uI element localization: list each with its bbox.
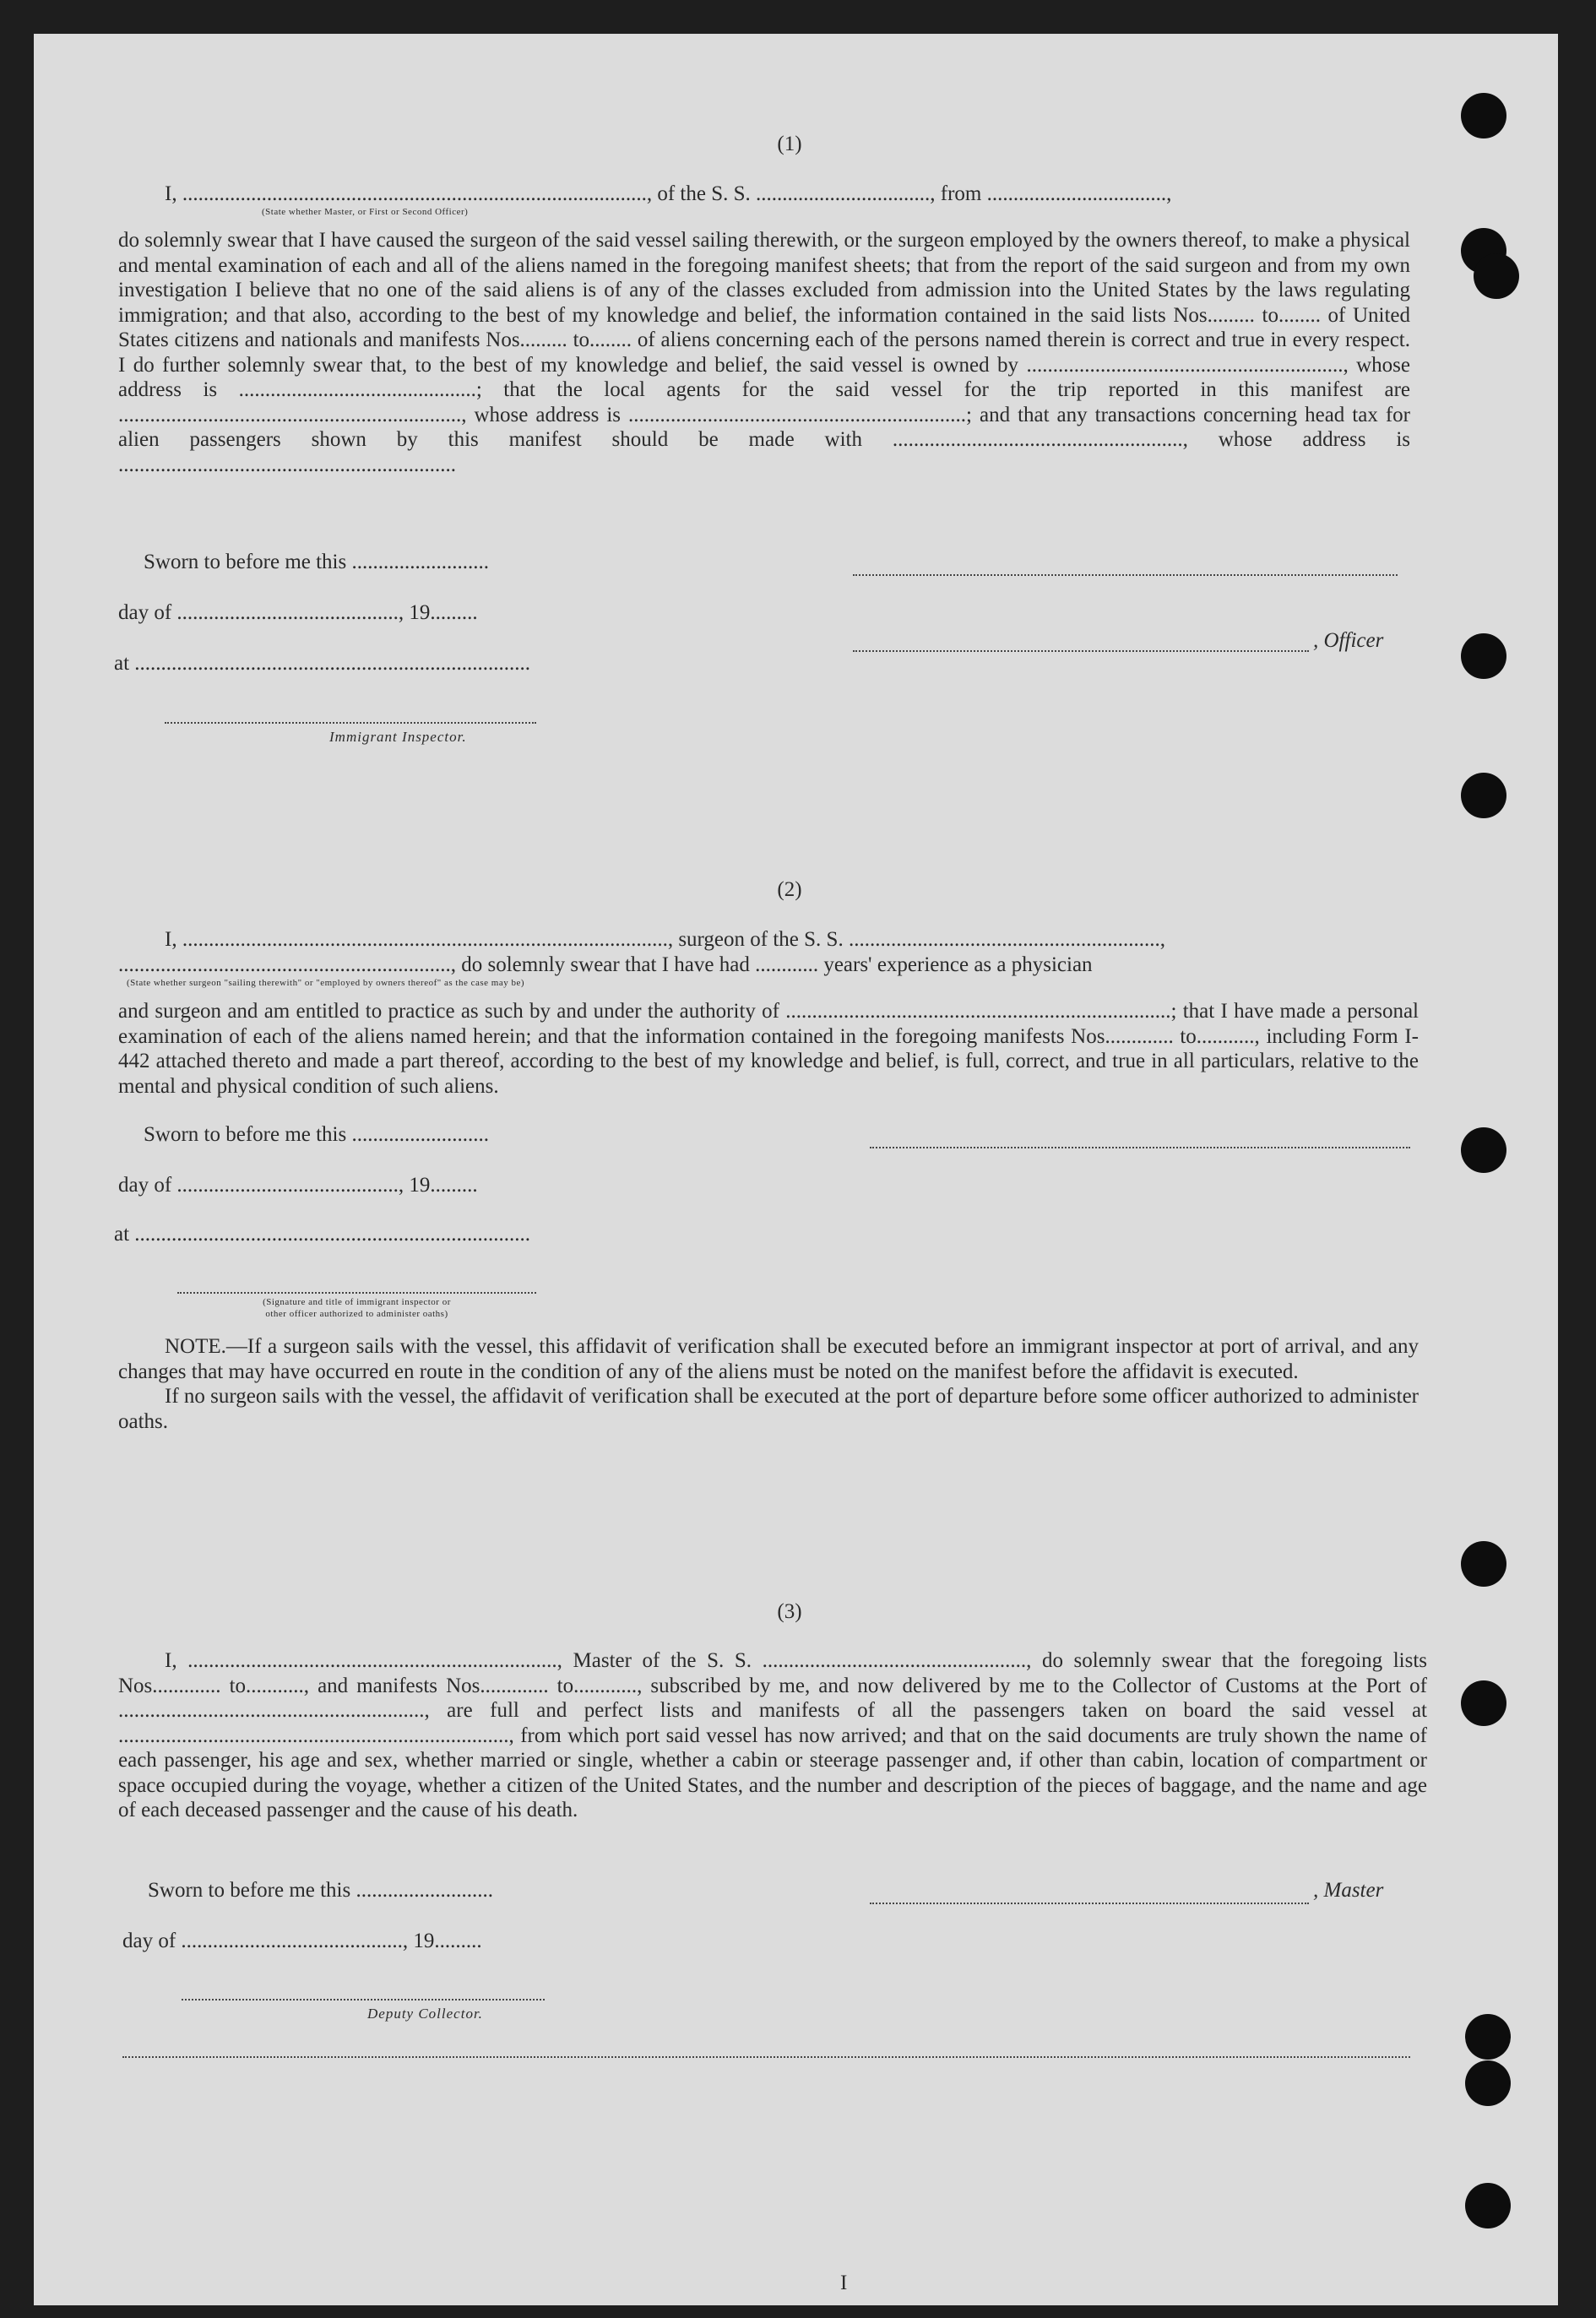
sec2-paragraph-text: and surgeon and am entitled to practice as such by and under the authority of .........................................................................; that I have made a personal examination of each of the aliens named herein; and that the information contained in the foregoing manifests Nos............. to..........., including Form I-442 attached thereto and made a part thereof, according to the best of my knowledge and belief, is full, correct, and true in all particulars, relative to the mental and physical condition of such aliens. bbox=[118, 1000, 1419, 1098]
sec3-collector-label: Deputy Collector. bbox=[367, 2006, 483, 2022]
sec2-day: day of .........................................., 19......... bbox=[118, 1174, 478, 1197]
sec3-sworn: Sworn to before me this .......................... bbox=[148, 1879, 493, 1902]
sec2-line1: I, ............................................................................................, surgeon of the S. S. ..........................................................., bbox=[165, 928, 1165, 951]
section-number: (3) bbox=[777, 1600, 802, 1623]
note-label: NOTE. bbox=[165, 1335, 226, 1358]
sec2-at: at ........................................................................... bbox=[114, 1223, 531, 1246]
sec2-signature-line bbox=[870, 1147, 1410, 1148]
punch-hole bbox=[1461, 93, 1506, 138]
sec1-day: day of .........................................., 19......... bbox=[118, 601, 478, 624]
sec1-line1: I, ........................................................................................, of the S. S. ................................., from .................................., bbox=[165, 182, 1172, 205]
sec1-sworn: Sworn to before me this .......................... bbox=[144, 551, 489, 573]
sec1-officer-line bbox=[853, 650, 1309, 652]
sec3-paragraph-text: I, ......................................................................, Master of the S. S. .................................................., do solemnly swear that the foregoing lists Nos............. to..........., and manifests Nos............. to............, subscribed by me, and now delivered by me to the Collector of Customs at the Port of .........................................................., are full and perfect lists and manifests of all the passengers taken on board the said vessel at .........................................................................., from which port said vessel has now arrived; and that on the said documents are truly shown the name of each passenger, his age and sex, whether married or single, whether a cabin or steerage passenger and, if other than cabin, location of compartment or space occupied during the voyage, whether a citizen of the United States, and the number and description of the pieces of baggage, and the name and age of each deceased passenger and the cause of his death. bbox=[118, 1649, 1427, 1821]
sec1-paragraph bbox=[118, 228, 1410, 477]
sec3-collector-line bbox=[182, 1999, 545, 2000]
note-text-1: —If a surgeon sails with the vessel, this affidavit of verification shall be executed before an immigrant inspector at port of arrival, and any changes that may have occurred en route in the condition of any of the aliens must be noted on the manifest before the affidavit is executed. bbox=[118, 1335, 1419, 1383]
document-page bbox=[34, 34, 1558, 2305]
sec1-paragraph-text: do solemnly swear that I have caused the surgeon of the said vessel sailing therewith, or the surgeon employed by the owners thereof, to make a physical and mental examination of each and all of the aliens named in the foregoing manifest sheets; that from the report of the said surgeon and from my own investigation I believe that no one of the said aliens is of any of the classes excluded from admission into the United States by the laws regulating immigration; and that also, according to the best of my knowledge and belief, the information contained in the said lists Nos......... to........ of United States citizens and nationals and manifests Nos......... to........ of aliens concerning each of the persons named therein is correct and true in every respect. I do further solemnly swear that, to the best of my knowledge and belief, the said vessel is owned by ............................................................, whose address is .............................................; that the local agents for the said vessel for the trip reported in this manifest are ................................................................., whose address is ................................................................; and that any transactions concerning head tax for alien passengers shown by this manifest should be made with ......................................................., whose address is ................................................................ bbox=[118, 229, 1410, 476]
section-number: (2) bbox=[777, 878, 802, 901]
sec2-note bbox=[118, 1334, 1419, 1434]
sec2-line2: ..............................................................., do solemnly swear that I have had ............ years' experience as a physician bbox=[118, 953, 1093, 976]
sec2-signature-inspector-line bbox=[177, 1292, 536, 1294]
punch-hole bbox=[1465, 2183, 1511, 2228]
sec1-signature-line bbox=[853, 574, 1398, 576]
sec3-day: day of .........................................., 19......... bbox=[122, 1930, 482, 1952]
sec1-inspector-line bbox=[165, 722, 536, 724]
sec2-line2-note: (State whether surgeon "sailing therewith" or "employed by owners thereof" as the case may be) bbox=[127, 978, 525, 988]
sec2-paragraph bbox=[118, 999, 1419, 1099]
punch-hole bbox=[1461, 1127, 1506, 1173]
sec2-sworn: Sworn to before me this .......................... bbox=[144, 1123, 489, 1146]
page-mark: I bbox=[840, 2272, 848, 2294]
section-number: (1) bbox=[777, 133, 802, 155]
sec2-sig-note-1: (Signature and title of immigrant inspector or bbox=[263, 1297, 451, 1307]
note-text-2: If no surgeon sails with the vessel, the affidavit of verification shall be executed at the port of departure before some officer authorized to administer oaths. bbox=[118, 1385, 1419, 1433]
punch-hole bbox=[1461, 633, 1506, 679]
punch-hole bbox=[1465, 2014, 1511, 2060]
sec3-master-line bbox=[870, 1903, 1309, 1904]
sec1-inspector-label: Immigrant Inspector. bbox=[329, 729, 467, 745]
sec1-officer-label: , Officer bbox=[1313, 629, 1384, 652]
sec1-line1-note: (State whether Master, or First or Second Officer) bbox=[262, 207, 469, 217]
sec1-at: at ........................................................................... bbox=[114, 652, 531, 675]
punch-hole bbox=[1461, 1541, 1506, 1587]
punch-hole bbox=[1461, 1680, 1506, 1726]
punch-hole bbox=[1474, 253, 1519, 299]
punch-hole bbox=[1465, 2060, 1511, 2106]
sec2-sig-note-2: other officer authorized to administer oaths) bbox=[265, 1309, 448, 1319]
bottom-rule bbox=[122, 2056, 1410, 2058]
sec3-master-label: , Master bbox=[1313, 1879, 1384, 1902]
punch-hole bbox=[1461, 773, 1506, 818]
sec3-paragraph bbox=[118, 1648, 1427, 1823]
